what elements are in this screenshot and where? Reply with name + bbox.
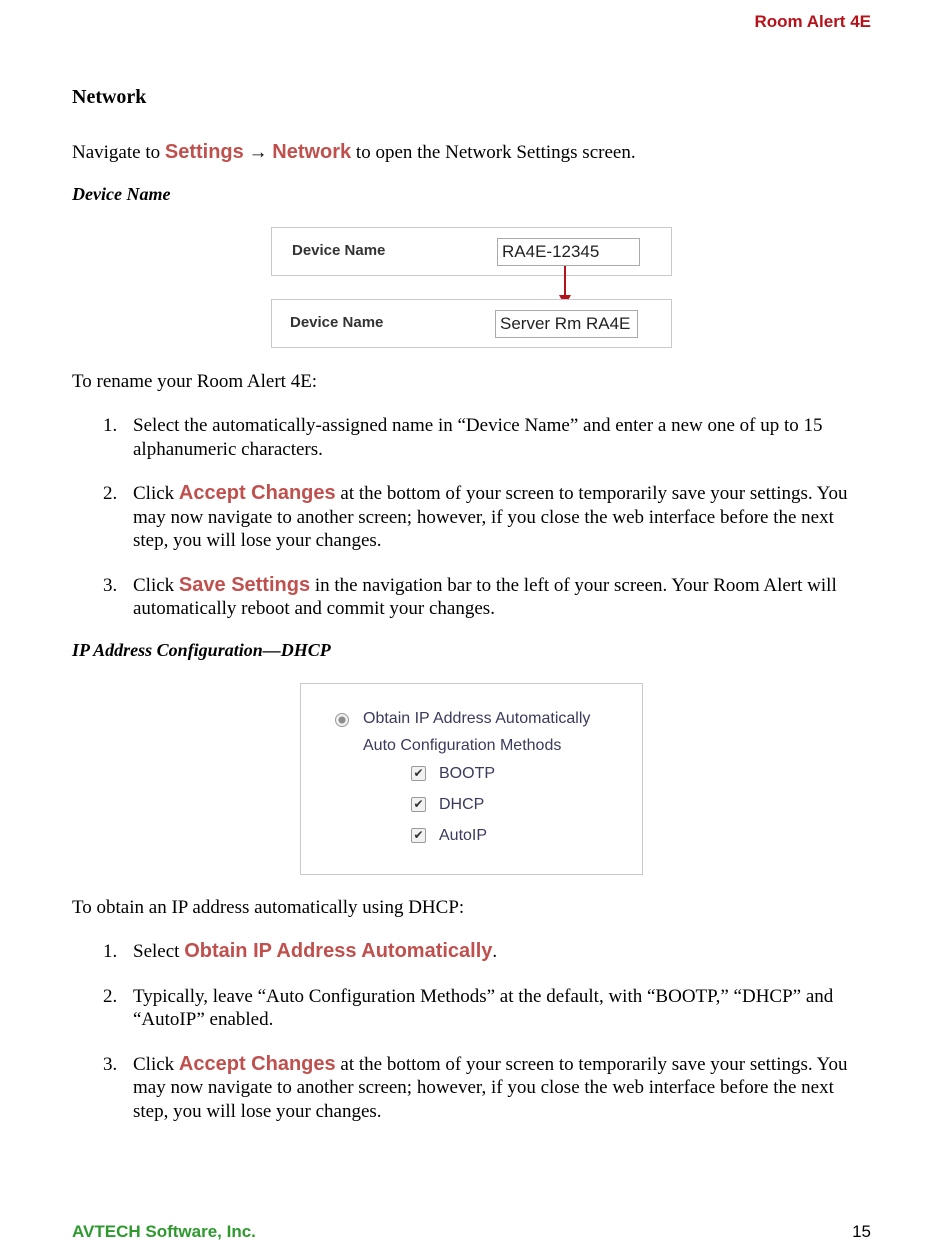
- list-item: [100, 482, 865, 553]
- step-number: 3.: [103, 1053, 118, 1075]
- step-prefix: Select: [133, 941, 185, 962]
- intro-suffix: to open the Network Settings screen.: [351, 142, 636, 163]
- obtain-ip-keyword: Obtain IP Address Automatically: [184, 940, 493, 962]
- step-text: in the navigation bar to the left of your screen. Your Room Alert will automatically reboot and commit your changes.: [133, 574, 837, 619]
- list-item: [100, 985, 865, 1032]
- step-text: Select the automatically-assigned name in “Device Name” and enter a new one of up to 15 alphanumeric characters.: [133, 415, 823, 460]
- device-name-before-panel: [271, 227, 672, 276]
- step-number: 3.: [103, 574, 118, 596]
- save-settings-keyword: Save Settings: [178, 573, 311, 596]
- step-text: .: [492, 941, 498, 962]
- autoip-label: AutoIP: [439, 827, 488, 844]
- obtain-ip-label: Obtain IP Address Automatically: [363, 710, 591, 727]
- dhcp-steps: [100, 940, 865, 1123]
- dhcp-intro: To obtain an IP address automatically using DHCP:: [72, 897, 465, 918]
- step-prefix: Click: [133, 574, 179, 596]
- accept-changes-keyword: Accept Changes: [178, 482, 336, 504]
- rename-steps: [100, 414, 865, 621]
- device-name-input-before[interactable]: RA4E-12345: [497, 238, 640, 266]
- device-name-label: Device Name: [292, 242, 386, 259]
- dhcp-settings-panel: [300, 683, 643, 875]
- device-name-heading: Device Name: [72, 184, 171, 204]
- auto-config-methods-label: Auto Configuration Methods: [363, 737, 562, 754]
- step-prefix: Click: [133, 1053, 179, 1075]
- list-item: [100, 940, 865, 964]
- device-name-input-after[interactable]: Server Rm RA4E: [495, 310, 638, 338]
- rename-intro: To rename your Room Alert 4E:: [72, 371, 318, 392]
- step-number: 1.: [103, 415, 118, 436]
- step-text: Typically, leave “Auto Configuration Methods” at the default, with “BOOTP,” “DHCP” and “AutoIP” enabled.: [133, 985, 834, 1030]
- ip-config-heading: IP Address Configuration—DHCP: [72, 640, 331, 660]
- arrow-icon: →: [248, 142, 268, 163]
- dhcp-checkbox[interactable]: ✔: [411, 797, 426, 812]
- step-number: 1.: [103, 941, 118, 962]
- accept-changes-keyword: Accept Changes: [178, 1052, 336, 1075]
- navigation-instruction: [72, 140, 636, 165]
- bootp-label: BOOTP: [439, 765, 496, 782]
- intro-prefix: Navigate to: [72, 142, 165, 163]
- page-number: 15: [852, 1222, 871, 1241]
- dhcp-label: DHCP: [439, 796, 485, 813]
- obtain-ip-radio[interactable]: [335, 713, 349, 727]
- step-prefix: Click: [133, 483, 179, 504]
- list-item: [100, 1053, 865, 1124]
- step-number: 2.: [103, 985, 118, 1007]
- step-text: at the bottom of your screen to temporarily save your settings. You may now navigate to another screen; however, if you close the web interface before the next step, you will lose your changes.: [133, 483, 848, 551]
- network-keyword: Network: [272, 141, 352, 163]
- footer-company: AVTECH Software, Inc.: [72, 1222, 256, 1241]
- step-number: 2.: [103, 483, 118, 504]
- autoip-checkbox[interactable]: ✔: [411, 828, 426, 843]
- device-name-label: Device Name: [290, 314, 384, 331]
- section-heading: Network: [72, 86, 147, 108]
- document-header-title: Room Alert 4E: [754, 12, 871, 31]
- list-item: [100, 414, 865, 461]
- list-item: [100, 574, 865, 621]
- device-name-after-panel: [271, 299, 672, 348]
- step-text: at the bottom of your screen to temporarily save your settings. You may now navigate to another screen; however, if you close the web interface before the next step, you will lose your changes.: [133, 1053, 848, 1122]
- bootp-checkbox[interactable]: ✔: [411, 766, 426, 781]
- settings-keyword: Settings: [164, 141, 244, 163]
